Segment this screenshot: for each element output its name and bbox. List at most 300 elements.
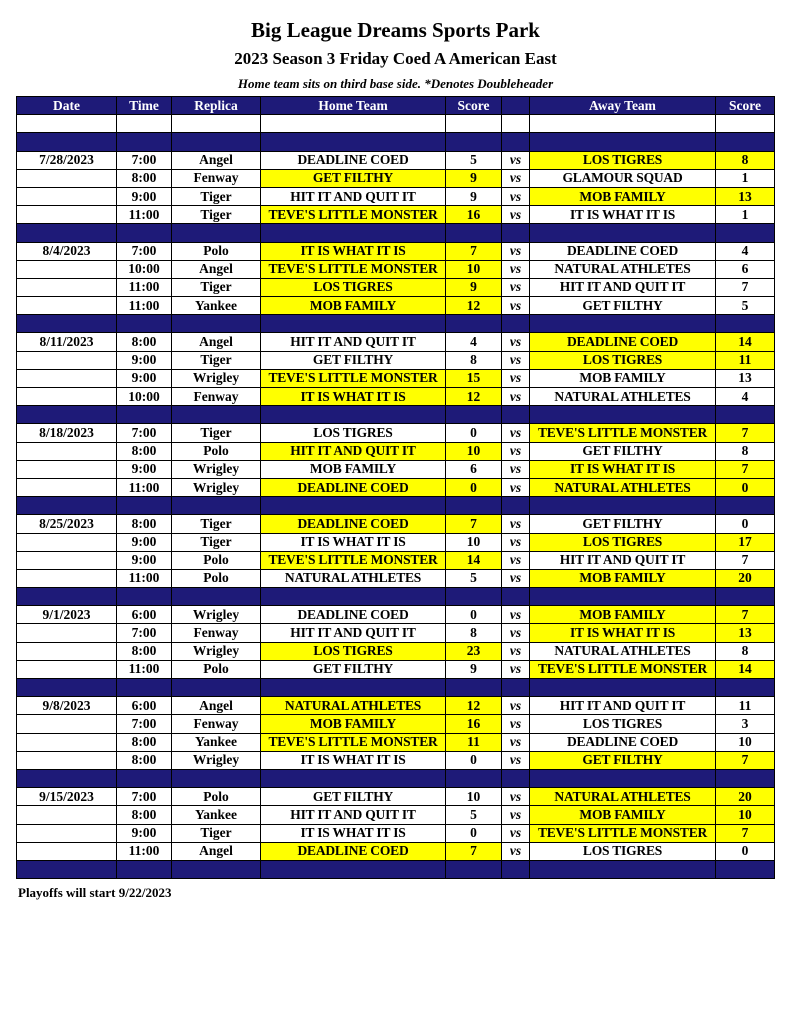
game-replica: Yankee (172, 297, 261, 315)
vs-label: vs (502, 733, 530, 751)
home-score: 11 (446, 733, 502, 751)
vs-label: vs (502, 333, 530, 351)
separator-cell (261, 315, 446, 333)
game-row (17, 388, 775, 406)
away-team: GLAMOUR SQUAD (530, 169, 716, 187)
away-team: LOS TIGRES (530, 842, 716, 860)
away-score: 8 (716, 442, 775, 460)
column-header-replica: Replica (172, 97, 261, 115)
home-score: 0 (446, 606, 502, 624)
game-date (17, 551, 117, 569)
away-score: 20 (716, 788, 775, 806)
game-time: 11:00 (117, 278, 172, 296)
separator-cell (530, 406, 716, 424)
vs-label: vs (502, 824, 530, 842)
game-time: 7:00 (117, 151, 172, 169)
week-separator (17, 588, 775, 606)
away-team: MOB FAMILY (530, 606, 716, 624)
vs-label: vs (502, 388, 530, 406)
separator-cell (17, 588, 117, 606)
game-row (17, 151, 775, 169)
home-score: 9 (446, 187, 502, 205)
away-team: NATURAL ATHLETES (530, 478, 716, 496)
vs-label: vs (502, 297, 530, 315)
separator-cell (446, 315, 502, 333)
away-score: 7 (716, 460, 775, 478)
week-separator (17, 224, 775, 242)
vs-label: vs (502, 624, 530, 642)
separator-cell (17, 406, 117, 424)
separator-cell (716, 497, 775, 515)
home-score: 16 (446, 206, 502, 224)
column-header-date: Date (17, 97, 117, 115)
game-date: 8/4/2023 (17, 242, 117, 260)
game-date: 9/1/2023 (17, 606, 117, 624)
away-score: 7 (716, 824, 775, 842)
separator-cell (446, 769, 502, 787)
vs-label: vs (502, 278, 530, 296)
separator-cell (716, 769, 775, 787)
page-title: Big League Dreams Sports Park (251, 18, 540, 42)
separator-cell (261, 133, 446, 151)
home-score: 14 (446, 551, 502, 569)
home-score: 10 (446, 788, 502, 806)
away-score: 4 (716, 388, 775, 406)
game-time: 10:00 (117, 388, 172, 406)
away-score: 3 (716, 715, 775, 733)
game-replica: Tiger (172, 424, 261, 442)
away-team: TEVE'S LITTLE MONSTER (530, 824, 716, 842)
away-team: GET FILTHY (530, 297, 716, 315)
away-score: 7 (716, 606, 775, 624)
game-row (17, 642, 775, 660)
game-time: 8:00 (117, 751, 172, 769)
game-replica: Wrigley (172, 478, 261, 496)
separator-cell (446, 588, 502, 606)
game-row (17, 551, 775, 569)
game-date (17, 260, 117, 278)
home-team: LOS TIGRES (261, 642, 446, 660)
home-score: 7 (446, 242, 502, 260)
separator-cell (117, 769, 172, 787)
home-team: DEADLINE COED (261, 151, 446, 169)
vs-label: vs (502, 478, 530, 496)
game-row (17, 697, 775, 715)
separator-cell (17, 315, 117, 333)
game-row (17, 733, 775, 751)
game-time: 11:00 (117, 842, 172, 860)
away-team: GET FILTHY (530, 442, 716, 460)
separator-cell (17, 224, 117, 242)
column-header-time: Time (117, 97, 172, 115)
separator-cell (530, 133, 716, 151)
game-row (17, 187, 775, 205)
away-score: 14 (716, 333, 775, 351)
vs-label: vs (502, 206, 530, 224)
home-team: HIT IT AND QUIT IT (261, 806, 446, 824)
home-team: IT IS WHAT IT IS (261, 824, 446, 842)
column-header-home-team: Home Team (261, 97, 446, 115)
game-time: 7:00 (117, 424, 172, 442)
game-time: 8:00 (117, 333, 172, 351)
game-date (17, 297, 117, 315)
separator-cell (172, 679, 261, 697)
away-team: MOB FAMILY (530, 806, 716, 824)
home-score: 6 (446, 460, 502, 478)
game-row (17, 278, 775, 296)
away-score: 0 (716, 515, 775, 533)
game-date (17, 751, 117, 769)
separator-cell (117, 315, 172, 333)
game-replica: Polo (172, 569, 261, 587)
away-score: 7 (716, 424, 775, 442)
vs-label: vs (502, 242, 530, 260)
away-score: 20 (716, 569, 775, 587)
separator-cell (172, 588, 261, 606)
game-replica: Angel (172, 151, 261, 169)
home-team: HIT IT AND QUIT IT (261, 333, 446, 351)
game-replica: Yankee (172, 733, 261, 751)
game-row (17, 369, 775, 387)
home-team: DEADLINE COED (261, 478, 446, 496)
game-date (17, 842, 117, 860)
away-score: 1 (716, 206, 775, 224)
home-team: MOB FAMILY (261, 715, 446, 733)
game-replica: Tiger (172, 278, 261, 296)
game-row (17, 424, 775, 442)
game-date (17, 278, 117, 296)
game-time: 11:00 (117, 569, 172, 587)
column-header-away-team: Away Team (530, 97, 716, 115)
vs-label: vs (502, 551, 530, 569)
game-replica: Tiger (172, 515, 261, 533)
home-team: GET FILTHY (261, 351, 446, 369)
home-score: 10 (446, 260, 502, 278)
separator-cell (446, 406, 502, 424)
separator-cell (502, 588, 530, 606)
separator-cell (502, 315, 530, 333)
away-score: 11 (716, 351, 775, 369)
game-time: 8:00 (117, 169, 172, 187)
game-replica: Wrigley (172, 642, 261, 660)
game-date (17, 187, 117, 205)
home-score: 0 (446, 424, 502, 442)
separator-cell (261, 769, 446, 787)
game-date (17, 642, 117, 660)
game-replica: Tiger (172, 351, 261, 369)
separator-cell (261, 588, 446, 606)
home-score: 5 (446, 569, 502, 587)
game-row (17, 715, 775, 733)
home-team: TEVE'S LITTLE MONSTER (261, 369, 446, 387)
game-date: 8/11/2023 (17, 333, 117, 351)
playoffs-note: Playoffs will start 9/22/2023 (18, 885, 172, 900)
game-date (17, 824, 117, 842)
game-time: 8:00 (117, 515, 172, 533)
game-time: 9:00 (117, 551, 172, 569)
game-time: 9:00 (117, 460, 172, 478)
vs-label: vs (502, 642, 530, 660)
separator-cell (172, 133, 261, 151)
separator-cell (530, 497, 716, 515)
game-row (17, 606, 775, 624)
separator-cell (117, 497, 172, 515)
week-separator (17, 315, 775, 333)
home-score: 9 (446, 278, 502, 296)
game-replica: Angel (172, 697, 261, 715)
away-team: GET FILTHY (530, 751, 716, 769)
game-replica: Fenway (172, 624, 261, 642)
separator-cell (530, 588, 716, 606)
away-team: IT IS WHAT IT IS (530, 460, 716, 478)
vs-label: vs (502, 788, 530, 806)
vs-label: vs (502, 569, 530, 587)
home-score: 0 (446, 824, 502, 842)
separator-cell (172, 406, 261, 424)
game-row (17, 169, 775, 187)
separator-cell (172, 769, 261, 787)
game-replica: Angel (172, 842, 261, 860)
game-time: 7:00 (117, 624, 172, 642)
away-score: 7 (716, 551, 775, 569)
home-score: 23 (446, 642, 502, 660)
separator-cell (172, 860, 261, 878)
home-score: 10 (446, 442, 502, 460)
separator-cell (530, 679, 716, 697)
vs-label: vs (502, 369, 530, 387)
game-time: 8:00 (117, 442, 172, 460)
home-team: MOB FAMILY (261, 297, 446, 315)
home-team: GET FILTHY (261, 660, 446, 678)
game-date (17, 533, 117, 551)
home-team: HIT IT AND QUIT IT (261, 187, 446, 205)
vs-label: vs (502, 842, 530, 860)
home-team: GET FILTHY (261, 788, 446, 806)
game-time: 8:00 (117, 642, 172, 660)
home-score: 7 (446, 842, 502, 860)
game-date (17, 351, 117, 369)
game-replica: Polo (172, 242, 261, 260)
vs-label: vs (502, 606, 530, 624)
home-score: 12 (446, 297, 502, 315)
game-time: 8:00 (117, 733, 172, 751)
separator-cell (172, 224, 261, 242)
separator-cell (530, 769, 716, 787)
separator-cell (261, 679, 446, 697)
separator-cell (502, 860, 530, 878)
game-time: 9:00 (117, 369, 172, 387)
separator-cell (716, 588, 775, 606)
away-team: NATURAL ATHLETES (530, 388, 716, 406)
game-row (17, 442, 775, 460)
away-team: TEVE'S LITTLE MONSTER (530, 660, 716, 678)
away-score: 17 (716, 533, 775, 551)
away-score: 11 (716, 697, 775, 715)
separator-cell (502, 133, 530, 151)
home-team: IT IS WHAT IT IS (261, 533, 446, 551)
game-replica: Tiger (172, 206, 261, 224)
game-row (17, 206, 775, 224)
game-date (17, 569, 117, 587)
home-score: 12 (446, 388, 502, 406)
home-score: 15 (446, 369, 502, 387)
vs-label: vs (502, 187, 530, 205)
game-replica: Wrigley (172, 460, 261, 478)
game-row (17, 333, 775, 351)
game-time: 9:00 (117, 824, 172, 842)
separator-cell (716, 133, 775, 151)
vs-label: vs (502, 260, 530, 278)
vs-label: vs (502, 533, 530, 551)
game-time: 8:00 (117, 806, 172, 824)
separator-cell (17, 679, 117, 697)
game-date: 7/28/2023 (17, 151, 117, 169)
away-team: MOB FAMILY (530, 369, 716, 387)
separator-cell (502, 679, 530, 697)
home-team: DEADLINE COED (261, 515, 446, 533)
separator-cell (502, 224, 530, 242)
away-team: IT IS WHAT IT IS (530, 624, 716, 642)
week-separator (17, 133, 775, 151)
game-row (17, 533, 775, 551)
game-date (17, 206, 117, 224)
home-team: HIT IT AND QUIT IT (261, 624, 446, 642)
vs-label: vs (502, 424, 530, 442)
page-subtitle: 2023 Season 3 Friday Coed A American East (234, 49, 557, 68)
vs-label: vs (502, 169, 530, 187)
away-score: 10 (716, 733, 775, 751)
game-replica: Fenway (172, 715, 261, 733)
game-replica: Fenway (172, 169, 261, 187)
game-replica: Yankee (172, 806, 261, 824)
game-date: 9/15/2023 (17, 788, 117, 806)
away-team: DEADLINE COED (530, 242, 716, 260)
game-time: 7:00 (117, 715, 172, 733)
column-header-vs (502, 97, 530, 115)
game-replica: Angel (172, 260, 261, 278)
separator-cell (261, 860, 446, 878)
week-separator (17, 497, 775, 515)
separator-cell (17, 860, 117, 878)
home-score: 9 (446, 169, 502, 187)
home-score: 5 (446, 151, 502, 169)
separator-cell (261, 224, 446, 242)
away-team: LOS TIGRES (530, 715, 716, 733)
week-separator (17, 769, 775, 787)
away-score: 7 (716, 278, 775, 296)
separator-cell (446, 860, 502, 878)
game-time: 11:00 (117, 206, 172, 224)
away-team: NATURAL ATHLETES (530, 642, 716, 660)
game-replica: Wrigley (172, 751, 261, 769)
home-team: HIT IT AND QUIT IT (261, 442, 446, 460)
home-team: IT IS WHAT IT IS (261, 242, 446, 260)
home-team: DEADLINE COED (261, 842, 446, 860)
away-score: 13 (716, 624, 775, 642)
away-team: TEVE'S LITTLE MONSTER (530, 424, 716, 442)
game-date (17, 460, 117, 478)
game-date (17, 660, 117, 678)
home-score: 0 (446, 478, 502, 496)
column-header-away-score: Score (716, 97, 775, 115)
away-score: 13 (716, 187, 775, 205)
schedule-body (17, 115, 775, 879)
game-date (17, 733, 117, 751)
game-row (17, 624, 775, 642)
game-row (17, 478, 775, 496)
game-replica: Polo (172, 551, 261, 569)
vs-label: vs (502, 460, 530, 478)
away-score: 14 (716, 660, 775, 678)
game-row (17, 460, 775, 478)
home-team: TEVE'S LITTLE MONSTER (261, 551, 446, 569)
game-replica: Fenway (172, 388, 261, 406)
game-date: 8/25/2023 (17, 515, 117, 533)
week-separator (17, 860, 775, 878)
separator-cell (446, 679, 502, 697)
away-score: 1 (716, 169, 775, 187)
game-date: 8/18/2023 (17, 424, 117, 442)
away-score: 8 (716, 642, 775, 660)
vs-label: vs (502, 751, 530, 769)
separator-cell (117, 406, 172, 424)
schedule-table (16, 96, 775, 879)
separator-cell (446, 497, 502, 515)
away-score: 6 (716, 260, 775, 278)
away-team: LOS TIGRES (530, 151, 716, 169)
separator-cell (530, 315, 716, 333)
away-team: MOB FAMILY (530, 569, 716, 587)
game-time: 11:00 (117, 478, 172, 496)
away-score: 7 (716, 751, 775, 769)
game-replica: Polo (172, 660, 261, 678)
home-score: 4 (446, 333, 502, 351)
game-date (17, 369, 117, 387)
separator-cell (17, 133, 117, 151)
game-row (17, 515, 775, 533)
separator-cell (117, 588, 172, 606)
separator-cell (716, 224, 775, 242)
away-team: HIT IT AND QUIT IT (530, 551, 716, 569)
home-team: LOS TIGRES (261, 424, 446, 442)
home-team: TEVE'S LITTLE MONSTER (261, 260, 446, 278)
game-replica: Angel (172, 333, 261, 351)
away-team: GET FILTHY (530, 515, 716, 533)
game-row (17, 260, 775, 278)
column-header-home-score: Score (446, 97, 502, 115)
away-team: MOB FAMILY (530, 187, 716, 205)
separator-cell (716, 679, 775, 697)
game-time: 11:00 (117, 660, 172, 678)
home-score: 0 (446, 751, 502, 769)
separator-cell (502, 497, 530, 515)
separator-cell (172, 497, 261, 515)
away-score: 13 (716, 369, 775, 387)
game-date (17, 442, 117, 460)
separator-cell (530, 860, 716, 878)
game-time: 10:00 (117, 260, 172, 278)
home-team: TEVE'S LITTLE MONSTER (261, 206, 446, 224)
home-team: LOS TIGRES (261, 278, 446, 296)
vs-label: vs (502, 806, 530, 824)
away-team: HIT IT AND QUIT IT (530, 278, 716, 296)
home-score: 16 (446, 715, 502, 733)
game-date (17, 806, 117, 824)
game-time: 9:00 (117, 351, 172, 369)
home-score: 5 (446, 806, 502, 824)
away-score: 0 (716, 842, 775, 860)
home-team: IT IS WHAT IT IS (261, 388, 446, 406)
